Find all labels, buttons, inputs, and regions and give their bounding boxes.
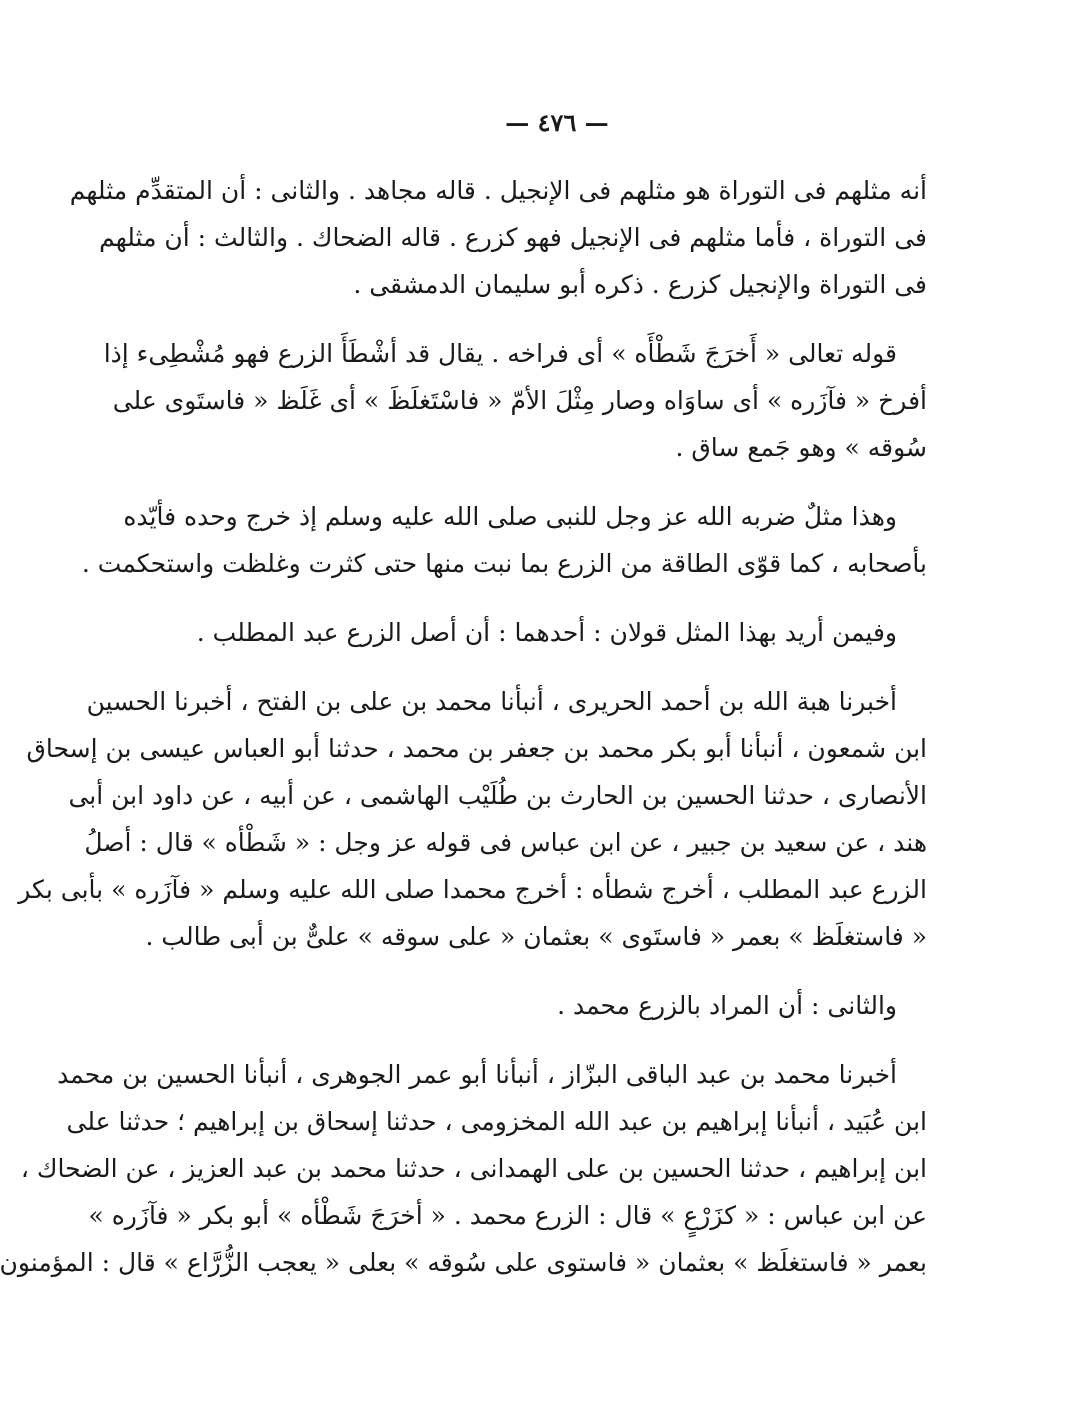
page-number: — ٤٧٦ — xyxy=(505,108,609,137)
book-page xyxy=(0,108,927,1348)
text-line: بعمر « فاستغلَظ » بعثمان « فاستوى على سُوقه » بعلى « يعجب الزُّرَّاع » قال : المؤمنون xyxy=(0,1248,927,1277)
text-line: ابن عُبَيد ، أنبأنا إبراهيم بن عبد الله المخزومى ، حدثنا إسحاق بن إبراهيم ؛ حدثنا على xyxy=(66,1107,927,1136)
text-line: هند ، عن سعيد بن جبير ، عن ابن عباس فى قوله عز وجل : « شَطْأه » قال : أصلُ xyxy=(84,828,927,857)
paragraph-3 xyxy=(81,493,927,587)
text-line: بأصحابه ، كما قوّى الطاقة من الزرع بما نبت منها حتى كثرت وغلظت واستحكمت . xyxy=(81,549,927,578)
text-line: الأنصارى ، حدثنا الحسين بن الحارث بن طُلَيْب الهاشمى ، عن أبيه ، عن داود ابن أبى xyxy=(68,781,927,810)
paragraph-2 xyxy=(103,330,927,471)
text-line: ابن شمعون ، أنبأنا أبو بكر محمد بن جعفر بن محمد ، حدثنا أبو العباس عيسى بن إسحاق xyxy=(26,734,927,763)
text-line: أفرخ « فآزَره » أى ساوَاه وصار مِثْلَ الأمّ « فاسْتَغلَظَ » أى غَلَظ « فاستَوى على xyxy=(112,386,927,415)
text-line: أخبرنا محمد بن عبد الباقى البزّاز ، أنبأنا أبو عمر الجوهرى ، أنبأنا الحسين بن محمد xyxy=(57,1060,897,1089)
text-line: عن ابن عباس : « كزَرْعٍ » قال : الزرع محمد . « أخرَجَ شَطْأه » أبو بكر « فآزَره » xyxy=(88,1201,927,1230)
text-line: فى التوراة ، فأما مثلهم فى الإنجيل فهو كزرع . قاله الضحاك . والثالث : أن مثلهم xyxy=(99,223,927,252)
text-line: أنه مثلهم فى التوراة هو مثلهم فى الإنجيل . قاله مجاهد . والثانى : أن المتقدِّم مثلهم xyxy=(69,176,927,205)
text-line: سُوقه » وهو جَمع ساق . xyxy=(675,433,927,462)
text-line: ابن إبراهيم ، حدثنا الحسين بن على الهمدانى ، حدثنا محمد بن عبد العزيز ، عن الضحاك ، xyxy=(20,1154,927,1183)
text-line: فى التوراة والإنجيل كزرع . ذكره أبو سليمان الدمشقى . xyxy=(353,270,927,299)
text-line: وفيمن أريد بهذا المثل قولان : أحدهما : أن أصل الزرع عبد المطلب . xyxy=(196,618,897,647)
paragraph-6 xyxy=(187,982,927,1029)
text-line: « فاستغلَظ » بعمر « فاستَوى » بعثمان « على سوقه » علىٌّ بن أبى طالب . xyxy=(145,922,927,951)
paragraph-7 xyxy=(0,1051,927,1286)
text-line: قوله تعالى « أَخرَجَ شَطْأَه » أى فراخه . يقال قد أشْطَأَ الزرع فهو مُشْطِىء إذا xyxy=(103,339,897,368)
text-line: أخبرنا هبة الله بن أحمد الحريرى ، أنبأنا محمد بن على بن الفتح ، أخبرنا الحسين xyxy=(86,687,897,716)
text-line: وهذا مثلٌ ضربه الله عز وجل للنبى صلى الله عليه وسلم إذ خرج وحده فأيّده xyxy=(123,502,897,531)
paragraph-5 xyxy=(18,678,927,960)
paragraph-4 xyxy=(187,609,927,656)
text-line: الزرع عبد المطلب ، أخرج شطأه : أخرج محمدا صلى الله عليه وسلم « فآزَره » بأبى بكر xyxy=(18,875,927,904)
text-line: والثانى : أن المراد بالزرع محمد . xyxy=(557,991,897,1020)
paragraph-1 xyxy=(69,167,927,308)
